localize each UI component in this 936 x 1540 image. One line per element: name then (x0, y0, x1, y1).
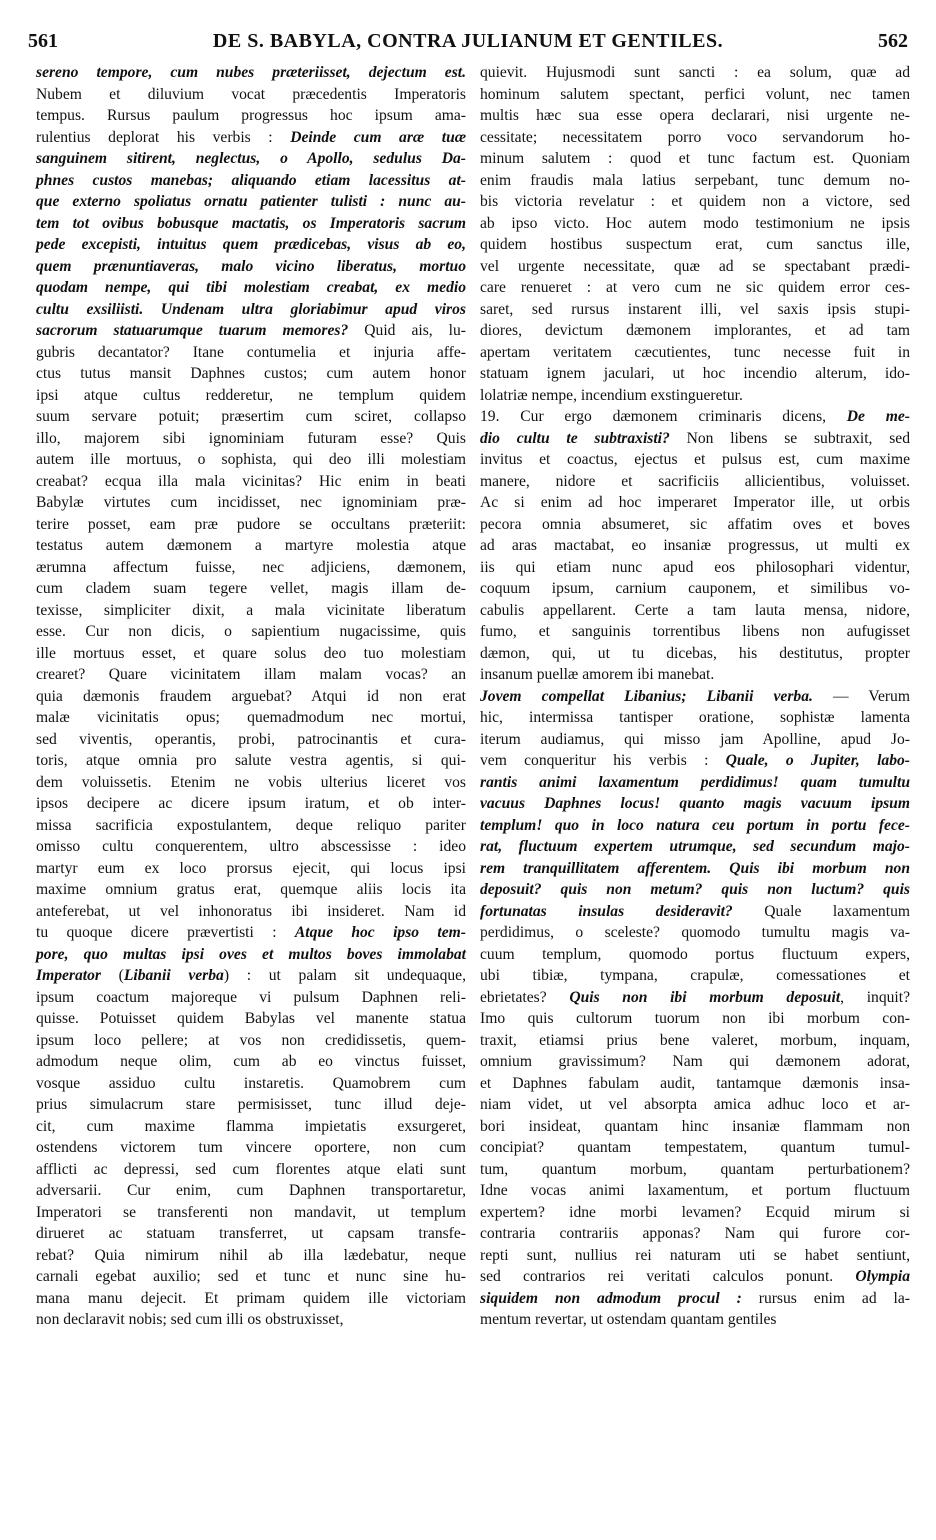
text-segment: bis victoria revelatur : et quidem non a victore, sed (480, 193, 910, 210)
text-segment: martyr eum ex loco prorsus ejecit, qui locus ipsi (36, 859, 466, 877)
text-segment: ubi tibiæ, tympana, crapulæ, comessationes et (480, 967, 910, 984)
text-segment: texisse, simpliciter dixit, a mala vicinitate liberatum (36, 601, 466, 619)
text-segment: et Daphnes fabulam audit, tantamque dæmonis insa- (480, 1074, 910, 1092)
text-line (36, 535, 466, 557)
text-line (480, 1051, 910, 1073)
text-segment: terire posset, eam præ pudore se occultans præteriit: (36, 515, 466, 533)
text-line (480, 514, 910, 536)
text-segment: ipsum loco pellere; at vos non credidissetis, quem- (36, 1031, 466, 1049)
italic-text-segment: templum! quo in loco natura ceu portum in portu fece- (480, 816, 910, 834)
italic-text-segment: rem tranquillitatem afferentem. Quis ibi morbum non (480, 859, 910, 877)
text-line (480, 385, 910, 407)
text-segment: rulentius deplorat his verbis : (36, 128, 291, 146)
text-line (36, 1159, 466, 1181)
text-line (36, 1309, 466, 1331)
text-line (36, 729, 466, 751)
text-segment: ( (100, 967, 124, 984)
text-segment: autem ille mortuus, o sophista, qui deo illi molestiam (36, 451, 466, 468)
text-line (36, 299, 466, 321)
text-line (36, 1051, 466, 1073)
text-line (36, 750, 466, 772)
text-line (36, 793, 466, 815)
text-line (36, 471, 466, 493)
text-segment: ille mortuus esset, et quare solus deo tuo molestiam (36, 644, 466, 662)
text-line (36, 1073, 466, 1095)
text-line (36, 557, 466, 579)
italic-text-segment: quem prænuntiaveras, malo vicino liberatus, mortuo (36, 257, 466, 275)
text-line (36, 320, 466, 342)
text-segment: diores, devictum dæmonem implorantes, et ad tam (480, 322, 910, 339)
italic-text-segment: Atque hoc ipso tem- (294, 924, 466, 941)
text-segment: quievit. Hujusmodi sunt sancti : ea solum, quæ ad (480, 64, 910, 81)
text-segment: cuum templum, quomodo portus fluctuum expers, (480, 945, 910, 963)
text-line (480, 191, 910, 213)
text-line (480, 621, 910, 643)
text-line (480, 858, 910, 880)
text-line (480, 62, 910, 84)
text-segment: niam videt, ut vel absorpta amica adhuc loco et ar- (480, 1096, 910, 1113)
text-line (36, 428, 466, 450)
italic-text-segment: Jovem compellat Libanius; Libanii verba. (480, 687, 813, 705)
text-segment: gubris decantator? Itane contumelia et injuria affe- (36, 343, 466, 361)
text-segment: carnali egebat auxilio; sed et tunc et nunc sine hu- (36, 1268, 466, 1285)
text-segment: tum, quantum morbum, quantam perturbationem? (480, 1160, 910, 1178)
text-segment: quidem hostibus suspectum erat, cum sanctus ille, (480, 236, 910, 253)
text-segment: Imo quis cultorum tuorum non ibi morbum con- (480, 1010, 910, 1027)
text-line (36, 1180, 466, 1202)
text-line (36, 1245, 466, 1267)
text-line (36, 449, 466, 471)
text-segment: cit, cum maxime flamma impietatis exsurgeret, (36, 1117, 466, 1135)
italic-text-segment: cultu exsiliisti. Undenam ultra gloriabimur apud viros (36, 300, 466, 318)
text-segment: quisse. Potuisset quidem Babylas vel manente statua (36, 1010, 466, 1027)
text-line (36, 686, 466, 708)
text-line (480, 277, 910, 299)
italic-text-segment: rantis animi laxamentum perdidimus! quam tumultu (480, 773, 910, 791)
running-header (28, 30, 908, 60)
text-segment: rebat? Quia nimirum nihil ab illa lædebatur, neque (36, 1246, 466, 1264)
text-line (480, 406, 910, 428)
text-segment: lolatriæ nempe, incendium exstingueretur. (480, 386, 743, 404)
text-segment: sed contrarios rei veritati calculos ponunt. (480, 1268, 856, 1285)
text-segment: omnium gravissimum? Nam qui dæmonem adorat, (480, 1053, 910, 1070)
text-segment: coquum ipsum, carnium cauponem, et similibus vo- (480, 580, 910, 597)
italic-text-segment: sacrorum statuarumque tuarum memores? (36, 322, 365, 339)
text-line (480, 449, 910, 471)
text-segment: maxime omnium gratus erat, quemque aliis locis ita (36, 881, 466, 898)
text-line (480, 557, 910, 579)
text-segment: ipsi atque cultus redderetur, ne templum quidem (36, 386, 466, 404)
text-segment: apertam veritatem cæcutientes, tunc necesse fuit in (480, 343, 910, 361)
text-line (36, 621, 466, 643)
text-segment: prius simulacrum stare permisisset, tunc illud deje- (36, 1096, 466, 1113)
text-line (36, 277, 466, 299)
text-segment: manere, nidore et sacrificiis allicientibus, voluisset. (480, 472, 910, 490)
italic-text-segment: fortunatas insulas desideravit? (480, 902, 765, 920)
text-line (480, 1159, 910, 1181)
text-segment: multis hæc sua esse opera declarari, nisi urgente ne- (480, 107, 910, 124)
text-line (480, 578, 910, 600)
text-segment: ad aras mactabat, eo insaniæ progressus, ut multi ex (480, 537, 910, 554)
text-line (480, 750, 910, 772)
text-line (480, 879, 910, 901)
text-segment: pecora omnia absumeret, sic affatim oves et boves (480, 515, 910, 533)
text-line (36, 213, 466, 235)
italic-text-segment: que externo spoliatus ornatu patienter tulisti : nunc au- (36, 193, 466, 210)
text-segment: vosque assiduo cultu instaretis. Quamobrem cum (36, 1074, 466, 1092)
text-segment: ærumna affectum fuisse, nec adjiciens, dæmonem, (36, 558, 466, 576)
text-line (480, 1266, 910, 1288)
text-line (480, 707, 910, 729)
text-line (36, 815, 466, 837)
text-segment: ostendens victorem tum vincere oportere, non cum (36, 1139, 466, 1156)
text-line (480, 944, 910, 966)
text-segment: sed viventis, operantis, probi, patrocinantis et cura- (36, 730, 466, 748)
text-line (480, 84, 910, 106)
text-segment: hic, intermissa tantisper oratione, sophistæ lamenta (480, 709, 910, 726)
text-line (36, 492, 466, 514)
text-segment: , inquit? (840, 988, 911, 1006)
italic-text-segment: Libanii verba (123, 967, 224, 984)
text-line (480, 363, 910, 385)
text-line (480, 729, 910, 751)
text-segment: cum cladem suam tegere vellet, magis illam de- (36, 580, 466, 597)
text-line (480, 965, 910, 987)
text-line (480, 148, 910, 170)
text-segment: saret, sed rursus instarent illi, vel saxis ipsis stupi- (480, 300, 910, 318)
text-segment: statuam ignem jaculari, ut hoc incendio alterum, ido- (480, 365, 910, 382)
text-segment: missa sacrificia expostulantem, deque reliquo pariter (36, 816, 466, 834)
text-line (480, 535, 910, 557)
text-line (36, 922, 466, 944)
italic-text-segment: pore, quo multas ipsi oves et multos boves immolabat (36, 945, 466, 963)
text-segment: tempus. Rursus paulum progressus hoc ipsum ama- (36, 107, 466, 124)
text-line (36, 664, 466, 686)
italic-text-segment: Quale, o Jupiter, labo- (725, 752, 911, 769)
text-line (480, 127, 910, 149)
text-segment: Imperatori se transferenti non mandavit, ut templum (36, 1203, 466, 1221)
text-segment: fumo, et sanguinis torrentibus libens non aufugisset (480, 623, 910, 640)
text-line (36, 105, 466, 127)
text-line (36, 342, 466, 364)
text-line (36, 234, 466, 256)
text-line (480, 1180, 910, 1202)
text-line (36, 127, 466, 149)
text-line (480, 793, 910, 815)
italic-text-segment: vacuus Daphnes locus! quanto magis vacuum ipsum (480, 795, 910, 812)
text-segment: repti sunt, nullius rei naturam uti se habet sentiunt, (480, 1246, 910, 1264)
text-segment: traxit, etiamsi prius bene valeret, morbum, inquam, (480, 1031, 910, 1049)
text-segment: ab ipso victo. Hoc autem modo testimonium ne ipsis (480, 214, 910, 232)
italic-text-segment: tem tot ovibus bobusque mactatis, os Imperatoris sacrum (36, 214, 466, 232)
italic-text-segment: Olympia (855, 1268, 910, 1285)
text-segment: enim fraudis mala latius serpebant, tunc demum no- (480, 171, 910, 189)
text-segment: vem conqueritur his verbis : (480, 752, 726, 769)
italic-text-segment: deposuit? quis non metum? quis non luctum? quis (480, 881, 910, 898)
text-line (36, 1202, 466, 1224)
text-line (480, 987, 910, 1009)
text-line (480, 1008, 910, 1030)
text-line (36, 363, 466, 385)
text-line (36, 385, 466, 407)
text-line (36, 514, 466, 536)
page-number-right: 562 (878, 30, 908, 52)
text-line (480, 170, 910, 192)
text-line (36, 901, 466, 923)
text-line (36, 858, 466, 880)
text-line (480, 643, 910, 665)
text-line (36, 406, 466, 428)
text-line (480, 1030, 910, 1052)
text-segment: omisso cultu conquerentem, ultro abscessisse : ideo (36, 838, 466, 855)
text-line (480, 320, 910, 342)
italic-text-segment: quodam nempe, qui tibi molestiam creabat, ex medio (36, 279, 466, 296)
text-segment: vel urgente necessitate, quæ ad se spectabant prædi- (480, 257, 910, 275)
text-line (36, 578, 466, 600)
text-segment: Quid ais, lu- (364, 322, 467, 339)
text-line (36, 148, 466, 170)
text-segment: admodum neque olim, cum ab eo vinctus fuisset, (36, 1053, 466, 1070)
italic-text-segment: phnes custos manebas; aliquando etiam lacessitus at- (36, 171, 466, 189)
text-line (480, 213, 910, 235)
text-segment: 19. Cur ergo dæmonem criminaris dicens, (480, 408, 847, 425)
text-segment: Babylæ virtutes cum incidisset, nec ignominiam præ- (36, 494, 466, 511)
text-line (36, 1094, 466, 1116)
text-segment: quia dæmonis fraudem arguebat? Atqui id non erat (36, 687, 466, 705)
text-line (480, 1116, 910, 1138)
text-segment: suum servare potuit; præsertim cum sciret, collapso (36, 408, 466, 425)
right-text-column (480, 62, 910, 1331)
text-segment: Non libens se subtraxit, sed (686, 429, 910, 447)
text-segment: tu quoque dicere prævertisti : (36, 924, 295, 941)
text-line (480, 1288, 910, 1310)
text-line (36, 987, 466, 1009)
text-segment: expertem? idne morbi levamen? Ecquid mirum si (480, 1203, 910, 1221)
text-line (480, 342, 910, 364)
text-line (480, 471, 910, 493)
text-segment: iterum audiamus, qui misso jam Apolline, apud Jo- (480, 730, 910, 748)
text-segment: ipsum coactum majoreque vi pulsum Daphnen reli- (36, 988, 466, 1006)
text-line (480, 428, 910, 450)
text-segment: concipiat? quantam tempestatem, quantum tumul- (480, 1139, 910, 1156)
text-segment: afflicti ac depressi, sed cum florentes atque elati sunt (36, 1160, 466, 1178)
text-segment: dirueret ac statuam transferret, ut capsam transfe- (36, 1225, 466, 1242)
text-line (480, 1073, 910, 1095)
text-line (480, 901, 910, 923)
text-line (36, 1288, 466, 1310)
text-segment: minum salutem : quod et tunc factum est. Quoniam (480, 150, 910, 167)
text-segment: esse. Cur non dicis, o sapientium nugacissime, quis (36, 623, 466, 640)
italic-text-segment: De me- (846, 408, 910, 425)
text-segment: ipsos decipere ac dicere ipsum iratum, et ob inter- (36, 795, 466, 812)
text-line (480, 664, 910, 686)
text-line (36, 1137, 466, 1159)
text-line (480, 1245, 910, 1267)
page-number-left: 561 (28, 30, 58, 52)
text-line (480, 105, 910, 127)
text-segment: non declaravit nobis; sed cum illi os obstruxisset, (36, 1311, 344, 1328)
text-line (36, 256, 466, 278)
text-line (480, 772, 910, 794)
text-line (36, 1266, 466, 1288)
italic-text-segment: Imperator (36, 967, 101, 984)
text-segment: ) : ut palam sit undequaque, (223, 967, 466, 984)
text-line (36, 643, 466, 665)
text-line (36, 1008, 466, 1030)
italic-text-segment: sereno tempore, cum nubes præteriisset, dejectum est. (36, 64, 466, 81)
text-line (36, 1116, 466, 1138)
text-segment: anteferebat, ut vel inhonoratus ibi insideret. Nam id (36, 902, 466, 920)
running-title: DE S. BABYLA, CONTRA JULIANUM ET GENTILES. (212, 30, 724, 52)
text-line (36, 965, 466, 987)
text-segment: invitus et coactus, ejectus et pulsus est, cum maxime (480, 451, 910, 468)
text-segment: cessitate; necessitatem porro voco servandorum ho- (480, 128, 910, 146)
text-line (480, 1202, 910, 1224)
text-line (480, 815, 910, 837)
text-line (480, 1309, 910, 1331)
text-segment: creabat? ecqua illa mala vicinitas? Hic enim in beati (36, 472, 466, 490)
italic-text-segment: rat, fluctuum expertem utrumque, sed secundum majo- (480, 838, 910, 855)
text-segment: testatus autem dæmonem a martyre molestia atque (36, 537, 466, 554)
text-segment: cabulis appellarent. Certe a tam lauta mensa, nidore, (480, 601, 910, 619)
text-segment: hominum salutem spectant, perfici volunt, nec tamen (480, 85, 910, 103)
left-text-column (36, 62, 466, 1331)
text-segment: dæmon, qui, ut tu dicebas, his destitutus, propter (480, 644, 910, 662)
text-segment: Nubem et diluvium vocat præcedentis Imperatoris (36, 85, 466, 103)
text-line (480, 299, 910, 321)
text-line (36, 1223, 466, 1245)
text-segment: — Verum (812, 687, 910, 705)
text-line (36, 62, 466, 84)
text-line (36, 170, 466, 192)
text-line (36, 191, 466, 213)
text-line (36, 1030, 466, 1052)
text-line (36, 772, 466, 794)
text-segment: mana manu dejecit. Et primam quidem ille victoriam (36, 1289, 466, 1307)
text-line (480, 1094, 910, 1116)
text-segment: ctus tutus mansit Daphnes custos; cum autem honor (36, 365, 466, 382)
text-line (480, 836, 910, 858)
italic-text-segment: siquidem non admodum procul : (480, 1289, 759, 1307)
text-line (480, 922, 910, 944)
text-segment: adversarii. Cur enim, cum Daphnen transportaretur, (36, 1182, 466, 1199)
text-line (36, 707, 466, 729)
text-segment: perdidimus, o sceleste? quomodo tumultu magis va- (480, 924, 910, 941)
text-segment: mentum revertar, ut ostendam quantam gentiles (480, 1311, 777, 1328)
text-segment: Ac si enim ad hoc imperaret Imperator ille, ut orbis (480, 494, 910, 511)
text-segment: bori insideat, quantam hinc insaniæ flammam non (480, 1117, 910, 1135)
text-segment: toris, atque omnia pro salute vestra agentis, si qui- (36, 752, 466, 769)
text-line (480, 1223, 910, 1245)
text-segment: dem voluissetis. Etenim ne vobis ulterius liceret vos (36, 773, 466, 791)
italic-text-segment: pede excepisti, intuitus quem prædicebas, visus ab eo, (36, 236, 466, 253)
text-line (36, 879, 466, 901)
text-segment: Quale laxamentum (764, 902, 910, 920)
text-line (480, 600, 910, 622)
text-segment: Idne vocas animi laxamentum, et portum fluctuum (480, 1182, 910, 1199)
text-segment: care renueret : at vero cum ne sic quidem error ces- (480, 279, 910, 296)
text-line (36, 600, 466, 622)
text-line (480, 234, 910, 256)
italic-text-segment: sanguinem sitirent, neglectus, o Apollo, sedulus Da- (36, 150, 466, 167)
text-segment: crearet? Quare vicinitatem illam malam vocas? an (36, 666, 466, 683)
text-line (36, 84, 466, 106)
italic-text-segment: dio cultu te subtraxisti? (480, 429, 687, 447)
italic-text-segment: Quis non ibi morbum deposuit (569, 988, 841, 1006)
text-line (480, 256, 910, 278)
text-segment: insanum puellæ amorem ibi manebat. (480, 666, 715, 683)
text-segment: contraria contrariis apponas? Nam qui furore cor- (480, 1225, 910, 1242)
text-segment: ebrietates? (480, 988, 570, 1006)
text-segment: illo, majorem sibi ignominiam futuram esse? Quis (36, 429, 466, 447)
text-line (480, 492, 910, 514)
text-segment: malæ vicinitatis opus; quemadmodum nec mortui, (36, 709, 466, 726)
text-segment: rursus enim ad la- (758, 1289, 910, 1307)
text-line (36, 836, 466, 858)
text-segment: iis qui etiam nunc apud eos philosophari videntur, (480, 558, 910, 576)
italic-text-segment: Deinde cum aræ tuæ (290, 128, 467, 146)
text-line (480, 686, 910, 708)
text-line (480, 1137, 910, 1159)
text-line (36, 944, 466, 966)
